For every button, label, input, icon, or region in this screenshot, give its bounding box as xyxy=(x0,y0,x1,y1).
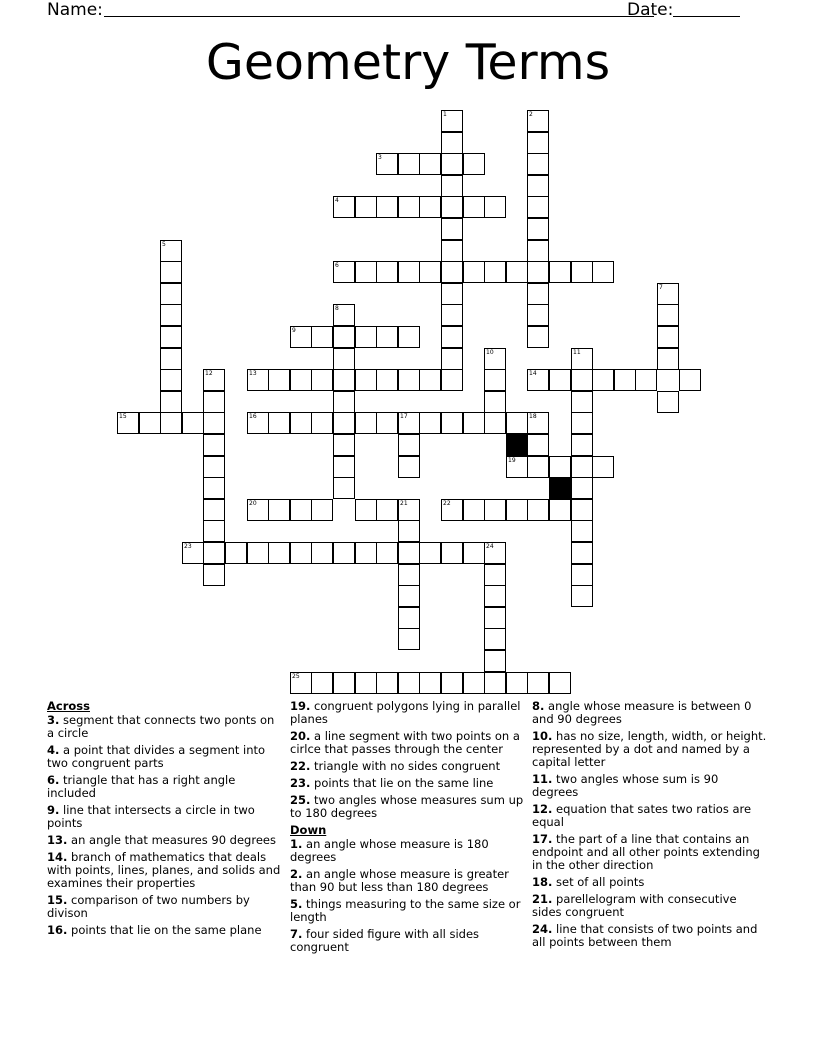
grid-cell[interactable] xyxy=(441,261,463,283)
clue-number: 9. xyxy=(47,803,60,817)
grid-cell[interactable] xyxy=(117,412,139,434)
grid-cell[interactable] xyxy=(290,326,312,348)
grid-cell[interactable] xyxy=(268,542,290,564)
grid-cell[interactable] xyxy=(549,369,571,391)
grid-cell[interactable] xyxy=(571,520,593,542)
grid-cell[interactable] xyxy=(160,348,182,370)
grid-cell[interactable] xyxy=(441,369,463,391)
grid-cell[interactable] xyxy=(247,499,269,521)
grid-cell[interactable] xyxy=(268,412,290,434)
grid-cell[interactable] xyxy=(419,672,441,694)
grid-cell[interactable] xyxy=(376,542,398,564)
grid-cell[interactable] xyxy=(571,564,593,586)
date-label: Date: xyxy=(627,0,674,20)
grid-cell[interactable] xyxy=(441,132,463,154)
clue-text: equation that sates two ratios are equal xyxy=(532,802,752,829)
grid-cell[interactable] xyxy=(527,261,549,283)
grid-cell[interactable] xyxy=(419,261,441,283)
grid-cell[interactable] xyxy=(419,153,441,175)
grid-cell[interactable] xyxy=(657,304,679,326)
grid-cell[interactable] xyxy=(441,175,463,197)
grid-cell[interactable] xyxy=(290,412,312,434)
grid-cell[interactable] xyxy=(160,261,182,283)
grid-cell[interactable] xyxy=(571,499,593,521)
grid-cell[interactable] xyxy=(549,456,571,478)
clue-item xyxy=(47,804,283,830)
grid-cell[interactable] xyxy=(333,412,355,434)
clue-text: a point that divides a segment into two congruent parts xyxy=(47,743,266,770)
grid-cell[interactable] xyxy=(484,542,506,564)
grid-cell[interactable] xyxy=(160,304,182,326)
grid-cell[interactable] xyxy=(441,542,463,564)
clue-item xyxy=(532,893,768,919)
clue-text: four sided figure with all sides congruent xyxy=(290,927,480,954)
grid-cell[interactable] xyxy=(484,650,506,672)
grid-cell[interactable] xyxy=(398,542,420,564)
grid-cell[interactable] xyxy=(571,391,593,413)
grid-cell[interactable] xyxy=(203,520,225,542)
clue-text: set of all points xyxy=(552,875,645,889)
grid-cell[interactable] xyxy=(527,304,549,326)
clue-text: triangle that has a right angle included xyxy=(47,773,236,800)
clue-number: 16. xyxy=(47,923,68,937)
grid-cell[interactable] xyxy=(592,261,614,283)
clue-text: segment that connects two ponts on a circle xyxy=(47,713,275,740)
grid-cell[interactable] xyxy=(635,369,657,391)
grid-cell[interactable] xyxy=(376,196,398,218)
grid-cell[interactable] xyxy=(333,348,355,370)
clue-text: angle whose measure is between 0 and 90 degrees xyxy=(532,699,752,726)
clue-number: 12 xyxy=(205,370,213,377)
clue-item xyxy=(47,851,283,890)
grid-cell[interactable] xyxy=(398,369,420,391)
clue-text: an angle whose measure is greater than 90 but less than 180 degrees xyxy=(290,867,509,894)
clue-item xyxy=(290,794,526,820)
blocked-cell xyxy=(549,477,571,499)
clue-number: 14 xyxy=(529,370,537,377)
grid-cell[interactable] xyxy=(571,412,593,434)
clue-number: 23 xyxy=(184,543,192,550)
grid-cell[interactable] xyxy=(247,542,269,564)
grid-cell[interactable] xyxy=(355,499,377,521)
grid-cell[interactable] xyxy=(484,391,506,413)
clue-item xyxy=(47,834,283,847)
grid-cell[interactable] xyxy=(398,672,420,694)
clue-number: 8 xyxy=(335,305,339,312)
grid-cell[interactable] xyxy=(419,542,441,564)
clue-text: an angle that measures 90 degrees xyxy=(67,833,276,847)
grid-cell[interactable] xyxy=(333,672,355,694)
grid-cell[interactable] xyxy=(203,412,225,434)
grid-cell[interactable] xyxy=(549,672,571,694)
grid-cell[interactable] xyxy=(355,412,377,434)
grid-cell[interactable] xyxy=(571,348,593,370)
clue-number: 7. xyxy=(290,927,303,941)
grid-cell[interactable] xyxy=(333,261,355,283)
grid-cell[interactable] xyxy=(484,607,506,629)
grid-cell[interactable] xyxy=(268,499,290,521)
clue-item xyxy=(290,898,526,924)
grid-cell[interactable] xyxy=(203,456,225,478)
clue-number: 3. xyxy=(47,713,60,727)
grid-cell[interactable] xyxy=(333,456,355,478)
grid-cell[interactable] xyxy=(247,369,269,391)
grid-cell[interactable] xyxy=(333,196,355,218)
clue-text: two angles whose measures sum up to 180 degrees xyxy=(290,793,524,820)
grid-cell[interactable] xyxy=(527,412,549,434)
grid-cell[interactable] xyxy=(549,261,571,283)
grid-cell[interactable] xyxy=(376,369,398,391)
grid-cell[interactable] xyxy=(527,456,549,478)
name-label: Name: xyxy=(47,0,103,20)
grid-cell[interactable] xyxy=(333,542,355,564)
grid-cell[interactable] xyxy=(441,348,463,370)
grid-cell[interactable] xyxy=(311,412,333,434)
clue-number: 11 xyxy=(573,349,581,356)
grid-cell[interactable] xyxy=(484,564,506,586)
grid-cell[interactable] xyxy=(225,542,247,564)
grid-cell[interactable] xyxy=(398,153,420,175)
grid-cell[interactable] xyxy=(527,196,549,218)
grid-cell[interactable] xyxy=(376,499,398,521)
grid-cell[interactable] xyxy=(441,153,463,175)
clue-item xyxy=(47,744,283,770)
grid-cell[interactable] xyxy=(376,412,398,434)
grid-cell[interactable] xyxy=(571,585,593,607)
grid-cell[interactable] xyxy=(441,240,463,262)
grid-cell[interactable] xyxy=(398,520,420,542)
grid-cell[interactable] xyxy=(527,153,549,175)
grid-cell[interactable] xyxy=(398,261,420,283)
clue-item xyxy=(47,924,283,937)
clue-number: 4 xyxy=(335,197,339,204)
grid-cell[interactable] xyxy=(657,283,679,305)
grid-cell[interactable] xyxy=(333,434,355,456)
grid-cell[interactable] xyxy=(398,196,420,218)
grid-cell[interactable] xyxy=(484,196,506,218)
clue-number: 1. xyxy=(290,837,303,851)
clue-item xyxy=(290,700,526,726)
clue-number: 9 xyxy=(292,327,296,334)
grid-cell[interactable] xyxy=(398,585,420,607)
grid-cell[interactable] xyxy=(376,672,398,694)
grid-cell[interactable] xyxy=(679,369,701,391)
clue-text: line that consists of two points and all points between them xyxy=(532,922,758,949)
clue-number: 11. xyxy=(532,772,553,786)
grid-cell[interactable] xyxy=(484,369,506,391)
grid-cell[interactable] xyxy=(419,412,441,434)
grid-cell[interactable] xyxy=(571,477,593,499)
clue-number: 7 xyxy=(659,284,663,291)
grid-cell[interactable] xyxy=(398,607,420,629)
clue-text: has no size, length, width, or height. represented by a dot and named by a capital letter xyxy=(532,729,767,769)
grid-cell[interactable] xyxy=(290,672,312,694)
grid-cell[interactable] xyxy=(463,542,485,564)
clue-number: 21 xyxy=(400,500,408,507)
grid-cell[interactable] xyxy=(441,283,463,305)
clue-number: 3 xyxy=(378,154,382,161)
clue-number: 19. xyxy=(290,699,311,713)
clue-item xyxy=(532,876,768,889)
grid-cell[interactable] xyxy=(657,348,679,370)
grid-cell[interactable] xyxy=(160,369,182,391)
grid-cell[interactable] xyxy=(376,153,398,175)
clue-item xyxy=(290,777,526,790)
clue-item xyxy=(47,774,283,800)
clue-number: 22. xyxy=(290,759,311,773)
clue-number: 13 xyxy=(249,370,257,377)
grid-cell[interactable] xyxy=(527,218,549,240)
clue-number: 24. xyxy=(532,922,553,936)
grid-cell[interactable] xyxy=(311,542,333,564)
clue-number: 15. xyxy=(47,893,68,907)
grid-cell[interactable] xyxy=(463,153,485,175)
clue-text: line that intersects a circle in two points xyxy=(47,803,255,830)
clue-number: 2. xyxy=(290,867,303,881)
grid-cell[interactable] xyxy=(355,542,377,564)
clue-number: 25 xyxy=(292,673,300,680)
grid-cell[interactable] xyxy=(527,369,549,391)
grid-cell[interactable] xyxy=(506,456,528,478)
grid-cell[interactable] xyxy=(592,369,614,391)
grid-cell[interactable] xyxy=(247,412,269,434)
grid-cell[interactable] xyxy=(527,132,549,154)
grid-cell[interactable] xyxy=(571,542,593,564)
clue-number: 20. xyxy=(290,729,311,743)
clue-text: congruent polygons lying in parallel planes xyxy=(290,699,521,726)
grid-cell[interactable] xyxy=(484,412,506,434)
grid-cell[interactable] xyxy=(333,477,355,499)
grid-cell[interactable] xyxy=(614,369,636,391)
grid-cell[interactable] xyxy=(571,456,593,478)
grid-cell[interactable] xyxy=(506,412,528,434)
clue-text: the part of a line that contains an endpoint and all other points extending in the other direction xyxy=(532,832,760,872)
clue-number: 14. xyxy=(47,850,68,864)
grid-cell[interactable] xyxy=(398,412,420,434)
grid-cell[interactable] xyxy=(527,499,549,521)
clue-item xyxy=(532,833,768,872)
clue-number: 12. xyxy=(532,802,553,816)
grid-cell[interactable] xyxy=(139,412,161,434)
clue-number: 10 xyxy=(486,349,494,356)
clue-text: triangle with no sides congruent xyxy=(310,759,501,773)
grid-cell[interactable] xyxy=(549,499,571,521)
grid-cell[interactable] xyxy=(463,499,485,521)
grid-cell[interactable] xyxy=(160,391,182,413)
grid-cell[interactable] xyxy=(484,261,506,283)
across-heading: Across xyxy=(47,699,90,713)
clue-number: 5. xyxy=(290,897,303,911)
grid-cell[interactable] xyxy=(311,369,333,391)
grid-cell[interactable] xyxy=(203,434,225,456)
grid-cell[interactable] xyxy=(527,283,549,305)
grid-cell[interactable] xyxy=(657,391,679,413)
clues-column-2 xyxy=(290,700,526,958)
down-heading: Down xyxy=(290,823,327,837)
grid-cell[interactable] xyxy=(463,412,485,434)
clue-number: 15 xyxy=(119,413,127,420)
grid-cell[interactable] xyxy=(441,218,463,240)
clue-text: a line segment with two points on a cirlce that passes through the center xyxy=(290,729,520,756)
clue-number: 13. xyxy=(47,833,68,847)
grid-cell[interactable] xyxy=(592,456,614,478)
grid-cell[interactable] xyxy=(376,261,398,283)
clue-item xyxy=(532,923,768,949)
grid-cell[interactable] xyxy=(527,326,549,348)
clue-item xyxy=(290,868,526,894)
grid-cell[interactable] xyxy=(333,326,355,348)
grid-cell[interactable] xyxy=(571,261,593,283)
clue-item xyxy=(290,760,526,773)
grid-cell[interactable] xyxy=(160,412,182,434)
clue-number: 24 xyxy=(486,543,494,550)
grid-cell[interactable] xyxy=(398,326,420,348)
clue-item xyxy=(290,730,526,756)
clue-number: 16 xyxy=(249,413,257,420)
grid-cell[interactable] xyxy=(203,542,225,564)
grid-cell[interactable] xyxy=(203,564,225,586)
grid-cell[interactable] xyxy=(527,434,549,456)
grid-cell[interactable] xyxy=(268,369,290,391)
grid-cell[interactable] xyxy=(441,304,463,326)
grid-cell[interactable] xyxy=(398,628,420,650)
grid-cell[interactable] xyxy=(506,499,528,521)
clue-item xyxy=(532,803,768,829)
clue-number: 2 xyxy=(529,111,533,118)
clue-number: 17 xyxy=(400,413,408,420)
grid-cell[interactable] xyxy=(571,434,593,456)
grid-cell[interactable] xyxy=(441,499,463,521)
grid-cell[interactable] xyxy=(355,369,377,391)
grid-cell[interactable] xyxy=(527,110,549,132)
grid-cell[interactable] xyxy=(203,391,225,413)
grid-cell[interactable] xyxy=(311,326,333,348)
grid-cell[interactable] xyxy=(160,240,182,262)
clue-number: 23. xyxy=(290,776,311,790)
clue-number: 21. xyxy=(532,892,553,906)
grid-cell[interactable] xyxy=(398,434,420,456)
grid-cell[interactable] xyxy=(311,672,333,694)
clue-text: branch of mathematics that deals with points, lines, planes, and solids and examines their properties xyxy=(47,850,281,890)
grid-cell[interactable] xyxy=(290,369,312,391)
clue-number: 6 xyxy=(335,262,339,269)
grid-cell[interactable] xyxy=(333,304,355,326)
clues-column-3 xyxy=(532,700,768,953)
clue-item xyxy=(47,714,283,740)
clue-number: 25. xyxy=(290,793,311,807)
clues-column-1 xyxy=(47,700,283,941)
grid-cell[interactable] xyxy=(441,326,463,348)
clue-text: points that lie on the same line xyxy=(310,776,494,790)
clue-number: 22 xyxy=(443,500,451,507)
grid-cell[interactable] xyxy=(160,283,182,305)
grid-cell[interactable] xyxy=(333,391,355,413)
grid-cell[interactable] xyxy=(376,326,398,348)
grid-cell[interactable] xyxy=(441,196,463,218)
clue-text: comparison of two numbers by divison xyxy=(47,893,250,920)
clue-text: things measuring to the same size or length xyxy=(290,897,521,924)
clue-text: points that lie on the same plane xyxy=(67,923,262,937)
grid-cell[interactable] xyxy=(484,585,506,607)
grid-cell[interactable] xyxy=(484,348,506,370)
clue-text: parellelogram with consecutive sides congruent xyxy=(532,892,737,919)
grid-cell[interactable] xyxy=(398,499,420,521)
clue-number: 5 xyxy=(162,241,166,248)
clue-item xyxy=(290,838,526,864)
grid-cell[interactable] xyxy=(203,369,225,391)
blocked-cell xyxy=(506,434,528,456)
clue-number: 18 xyxy=(529,413,537,420)
grid-cell[interactable] xyxy=(398,456,420,478)
grid-cell[interactable] xyxy=(657,326,679,348)
clue-number: 1 xyxy=(443,111,447,118)
grid-cell[interactable] xyxy=(463,261,485,283)
grid-cell[interactable] xyxy=(203,499,225,521)
grid-cell[interactable] xyxy=(182,542,204,564)
grid-cell[interactable] xyxy=(290,542,312,564)
grid-cell[interactable] xyxy=(484,672,506,694)
grid-cell[interactable] xyxy=(398,564,420,586)
grid-cell[interactable] xyxy=(484,499,506,521)
clue-number: 10. xyxy=(532,729,553,743)
grid-cell[interactable] xyxy=(441,672,463,694)
clue-item xyxy=(47,894,283,920)
grid-cell[interactable] xyxy=(419,196,441,218)
grid-cell[interactable] xyxy=(441,412,463,434)
grid-cell[interactable] xyxy=(203,477,225,499)
clue-item xyxy=(290,928,526,954)
clue-number: 8. xyxy=(532,699,545,713)
clue-text: two angles whose sum is 90 degrees xyxy=(532,772,719,799)
clue-number: 20 xyxy=(249,500,257,507)
grid-cell[interactable] xyxy=(506,672,528,694)
grid-cell[interactable] xyxy=(571,369,593,391)
grid-cell[interactable] xyxy=(441,110,463,132)
grid-cell[interactable] xyxy=(182,412,204,434)
page-title: Geometry Terms xyxy=(205,34,611,91)
grid-cell[interactable] xyxy=(355,672,377,694)
grid-cell[interactable] xyxy=(527,240,549,262)
clue-item xyxy=(532,773,768,799)
clue-number: 4. xyxy=(47,743,60,757)
grid-cell[interactable] xyxy=(333,369,355,391)
grid-cell[interactable] xyxy=(290,499,312,521)
grid-cell[interactable] xyxy=(506,261,528,283)
clue-number: 18. xyxy=(532,875,553,889)
grid-cell[interactable] xyxy=(355,261,377,283)
grid-cell[interactable] xyxy=(527,672,549,694)
grid-cell[interactable] xyxy=(463,672,485,694)
clue-text: an angle whose measure is 180 degrees xyxy=(290,837,489,864)
grid-cell[interactable] xyxy=(311,499,333,521)
grid-cell[interactable] xyxy=(527,175,549,197)
grid-cell[interactable] xyxy=(463,196,485,218)
grid-cell[interactable] xyxy=(160,326,182,348)
clue-item xyxy=(532,730,768,769)
clue-item xyxy=(532,700,768,726)
grid-cell[interactable] xyxy=(419,369,441,391)
clue-number: 17. xyxy=(532,832,553,846)
grid-cell[interactable] xyxy=(484,628,506,650)
grid-cell[interactable] xyxy=(355,196,377,218)
clue-number: 19 xyxy=(508,457,516,464)
grid-cell[interactable] xyxy=(355,326,377,348)
clue-number: 6. xyxy=(47,773,60,787)
